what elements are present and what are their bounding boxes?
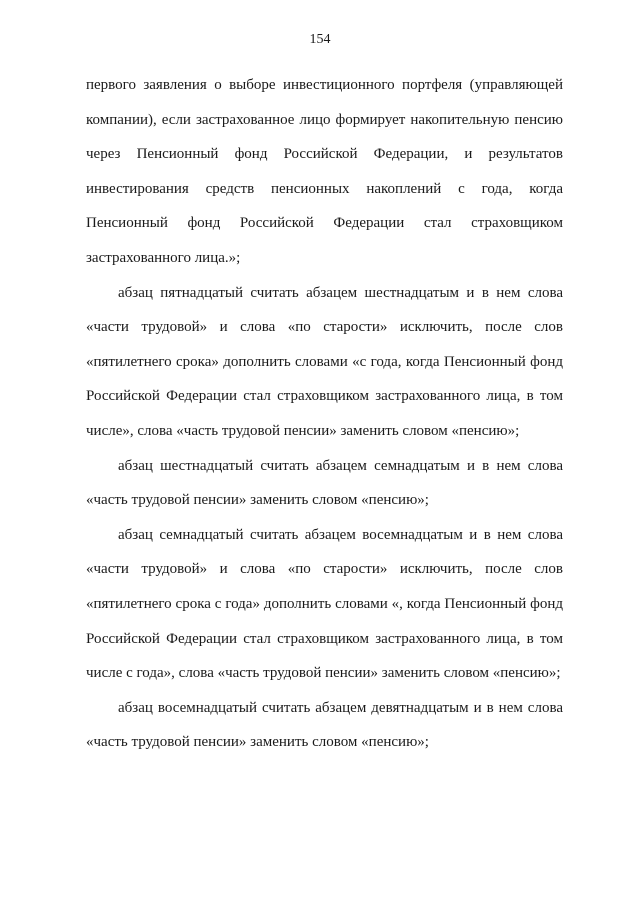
text-line: Пенсионный фонд Российской Федерации стал страховщиком bbox=[86, 215, 563, 232]
text-line: абзац восемнадцатый считать абзацем девятнадцатым и в нем слова bbox=[118, 699, 563, 716]
text-line: первого заявления о выборе инвестиционного портфеля (управляющей bbox=[86, 77, 563, 93]
paragraph-abzac-15 bbox=[86, 276, 563, 449]
page-number: 154 bbox=[309, 32, 331, 47]
text-line: абзац пятнадцатый считать абзацем шестнадцатым и в нем слова bbox=[118, 284, 563, 301]
text-line: числе с года», слова «часть трудовой пенсии» заменить словом «пенсию»; bbox=[86, 665, 561, 682]
document-body bbox=[86, 68, 563, 760]
text-line: абзац шестнадцатый считать абзацем семнадцатым и в нем слова bbox=[118, 457, 563, 474]
text-line: числе», слова «часть трудовой пенсии» заменить словом «пенсию»; bbox=[86, 422, 520, 439]
text-line: застрахованного лица.»; bbox=[86, 249, 241, 266]
text-line: «пятилетнего срока с года» дополнить словами «, когда Пенсионный фонд bbox=[86, 595, 563, 612]
text-line: «пятилетнего срока» дополнить словами «с года, когда Пенсионный фонд bbox=[86, 353, 563, 370]
text-line: Российской Федерации стал страховщиком застрахованного лица, в том bbox=[86, 630, 563, 647]
paragraph-continuation bbox=[86, 68, 563, 276]
text-line: «часть трудовой пенсии» заменить словом «пенсию»; bbox=[86, 734, 429, 751]
text-line: «части трудовой» и слова «по старости» исключить, после слов bbox=[86, 319, 563, 336]
text-line: компании), если застрахованное лицо формирует накопительную пенсию bbox=[86, 111, 563, 128]
text-line: абзац семнадцатый считать абзацем восемнадцатым и в нем слова bbox=[118, 526, 563, 543]
paragraph-abzac-18 bbox=[86, 691, 563, 760]
paragraph-abzac-17 bbox=[86, 518, 563, 691]
text-line: инвестирования средств пенсионных накоплений с года, когда bbox=[86, 180, 563, 197]
paragraph-abzac-16 bbox=[86, 449, 563, 518]
text-line: через Пенсионный фонд Российской Федерации, и результатов bbox=[86, 146, 563, 163]
text-line: «части трудовой» и слова «по старости» исключить, после слов bbox=[86, 561, 563, 578]
text-line: Российской Федерации стал страховщиком застрахованного лица, в том bbox=[86, 388, 563, 405]
text-line: «часть трудовой пенсии» заменить словом «пенсию»; bbox=[86, 492, 429, 509]
